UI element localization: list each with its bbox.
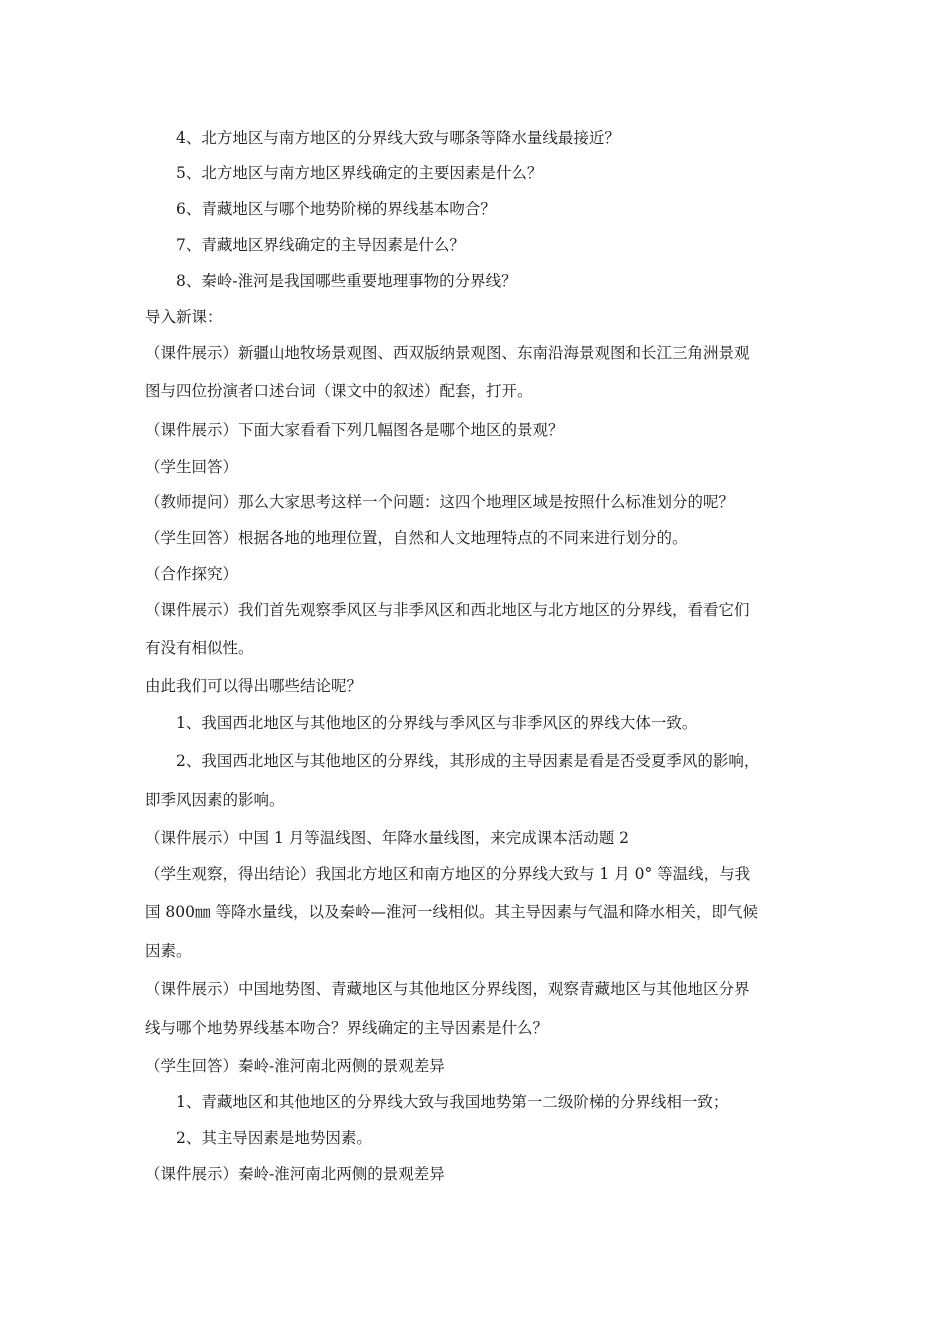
paragraph-line: （学生回答）秦岭-淮河南北两侧的景观差异 [145,1057,445,1075]
question-5: 5、北方地区与南方地区界线确定的主要因素是什么？ [176,164,543,182]
paragraph-line: （学生观察，得出结论）我国北方地区和南方地区的分界线大致与 1 月 0° 等温线，与我 [145,865,751,883]
paragraph-line: （学生回答） [145,458,239,476]
conclusion-2: 2、我国西北地区与其他地区的分界线，其形成的主导因素是看是否受夏季风的影响， [176,752,760,770]
paragraph-line: （课件展示）下面大家看看下列几幅图各是哪个地区的景观？ [145,421,564,439]
question-4: 4、北方地区与南方地区的分界线大致与哪条等降水量线最接近？ [176,129,620,147]
paragraph-line: （课件展示）秦岭-淮河南北两侧的景观差异 [145,1165,445,1183]
paragraph-line: （课件展示）我们首先观察季风区与非季风区和西北地区与北方地区的分界线，看看它们 [145,601,750,619]
paragraph-line: 即季风因素的影响。 [145,791,285,809]
paragraph-line: 线与哪个地势界线基本吻合？界线确定的主导因素是什么？ [145,1019,549,1037]
paragraph-line: （课件展示）中国 1 月等温线图、年降水量线图，来完成课本活动题 2 [145,829,630,847]
paragraph-line: 国 800㎜ 等降水量线，以及秦岭—淮河一线相似。其主导因素与气温和降水相关，即气候 [145,903,758,921]
question-6: 6、青藏地区与哪个地势阶梯的界线基本吻合？ [176,200,496,218]
paragraph-line: （课件展示）新疆山地牧场景观图、西双版纳景观图、东南沿海景观图和长江三角洲景观 [145,344,750,362]
paragraph-line: 由此我们可以得出哪些结论呢？ [145,677,363,695]
paragraph-line: （教师提问）那么大家思考这样一个问题：这四个地理区域是按照什么标准划分的呢？ [145,493,735,511]
paragraph-line: （合作探究） [145,565,239,583]
question-8: 8、秦岭-淮河是我国哪些重要地理事物的分界线？ [176,272,517,290]
question-7: 7、青藏地区界线确定的主导因素是什么？ [176,236,465,254]
point-2: 2、其主导因素是地势因素。 [176,1129,372,1147]
paragraph-line: 图与四位扮演者口述台词（课文中的叙述）配套，打开。 [145,382,533,400]
paragraph-line: （学生回答）根据各地的地理位置，自然和人文地理特点的不同来进行划分的。 [145,529,688,547]
paragraph-line: 因素。 [145,942,192,960]
conclusion-1: 1、我国西北地区与其他地区的分界线与季风区与非季风区的界线大体一致。 [176,714,698,732]
paragraph-line: 有没有相似性。 [145,639,254,657]
intro-heading: 导入新课： [145,308,223,326]
point-1: 1、青藏地区和其他地区的分界线大致与我国地势第一二级阶梯的分界线相一致； [176,1093,729,1111]
paragraph-line: （课件展示）中国地势图、青藏地区与其他地区分界线图，观察青藏地区与其他地区分界 [145,980,750,998]
